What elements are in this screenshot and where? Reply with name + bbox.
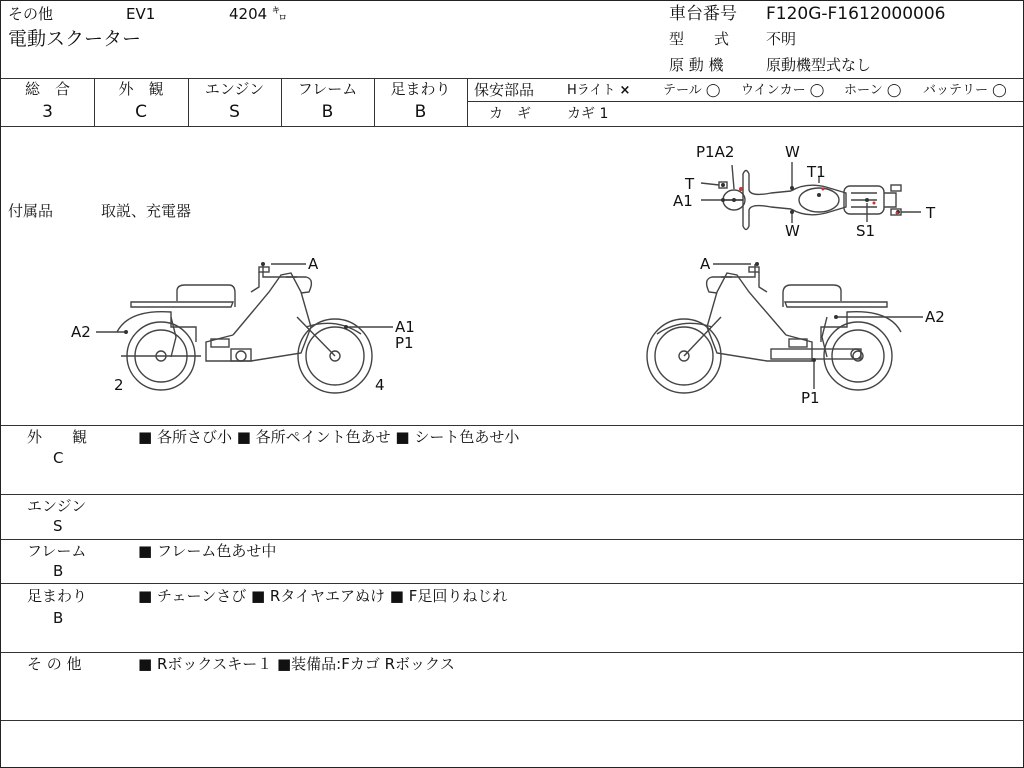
engine-type-value: 原動機型式なし [766,56,872,74]
label-top-t-right: T [926,204,936,222]
scooter-left-side-view [117,264,372,393]
key-label: カ ギ [489,106,531,122]
damage-diagram [1,127,1023,425]
label-left-a2: A2 [71,323,91,341]
remark-grade: S [53,517,63,535]
grade-value-engine: S [229,102,240,122]
grade-value-suspension: B [414,102,427,122]
label-right-p1: P1 [801,389,820,407]
grade-header-overall: 総 合 [24,80,70,98]
label-left-a1: A1 [395,318,415,336]
remark-label: フレーム [27,542,87,560]
safety-item-horn: ホーン ◯ [844,83,902,98]
grade-value-frame: B [321,102,334,122]
remark-grade: B [53,609,64,627]
label-top-t1: T1 [807,163,826,181]
grade-value-overall: 3 [42,102,53,122]
label-top-p1a2: P1A2 [696,143,735,161]
remark-grade: B [53,562,64,580]
grade-header-suspension: 足まわり [390,80,451,98]
label-right-a2: A2 [925,308,945,326]
frame-no-label: 車台番号 [669,4,737,24]
accessories-label: 付属品 [8,202,54,220]
label-left-a: A [308,255,319,273]
remark-label: 外 観 [27,428,88,446]
category-label: その他 [8,5,54,23]
safety-item-winker: ウインカー ◯ [741,83,825,98]
label-top-w: W [785,143,800,161]
mileage-label: 4204 ㌔ [229,5,287,23]
safety-item-headlight: Hライト × [567,83,631,98]
divider [1,652,1023,653]
remark-label: そ の 他 [27,655,82,673]
maker-label: EV1 [126,5,156,23]
model-name: 電動スクーター [8,28,142,50]
divider [1,539,1023,540]
divider [1,720,1023,721]
divider [467,101,1023,102]
label-top-s1: S1 [856,222,876,240]
frame-no-value: F120G-F1612000006 [766,4,946,24]
type-label: 型 式 [669,30,730,48]
key-value: カギ 1 [567,106,609,122]
accessories-value: 取説、充電器 [101,202,192,220]
divider [1,494,1023,495]
label-top-t-left: T [685,175,695,193]
safety-parts-label: 保安部品 [474,81,535,99]
safety-item-battery: バッテリー ◯ [923,83,1007,98]
engine-type-label: 原 動 機 [669,56,724,74]
label-left-2: 2 [114,376,124,394]
divider [1,78,1023,79]
remark-label: 足まわり [27,587,88,605]
safety-item-tail: テール ◯ [663,83,721,98]
type-value: 不明 [766,30,797,48]
grade-header-frame: フレーム [297,80,358,98]
remark-text: ■ 各所さび小 ■ 各所ペイント色あせ ■ シート色あせ小 [138,428,520,446]
label-top-a1: A1 [673,192,693,210]
divider [1,583,1023,584]
label-right-a: A [700,255,711,273]
label-left-p1: P1 [395,334,414,352]
grade-header-exterior: 外 観 [118,80,164,98]
grade-header-engine: エンジン [204,80,265,98]
grade-value-exterior: C [135,102,147,122]
remark-grade: C [53,449,64,467]
remark-text: ■ フレーム色あせ中 [138,542,277,560]
remark-text: ■ チェーンさび ■ Rタイヤエアぬけ ■ F足回りねじれ [138,587,508,605]
scooter-right-side-view [647,264,901,393]
divider [467,78,468,126]
remark-text: ■ Rボックスキー１ ■装備品:Fカゴ Rボックス [138,655,455,673]
remark-label: エンジン [27,497,87,515]
label-top-w-bottom: W [785,222,800,240]
label-left-4: 4 [375,376,385,394]
divider [1,425,1023,426]
